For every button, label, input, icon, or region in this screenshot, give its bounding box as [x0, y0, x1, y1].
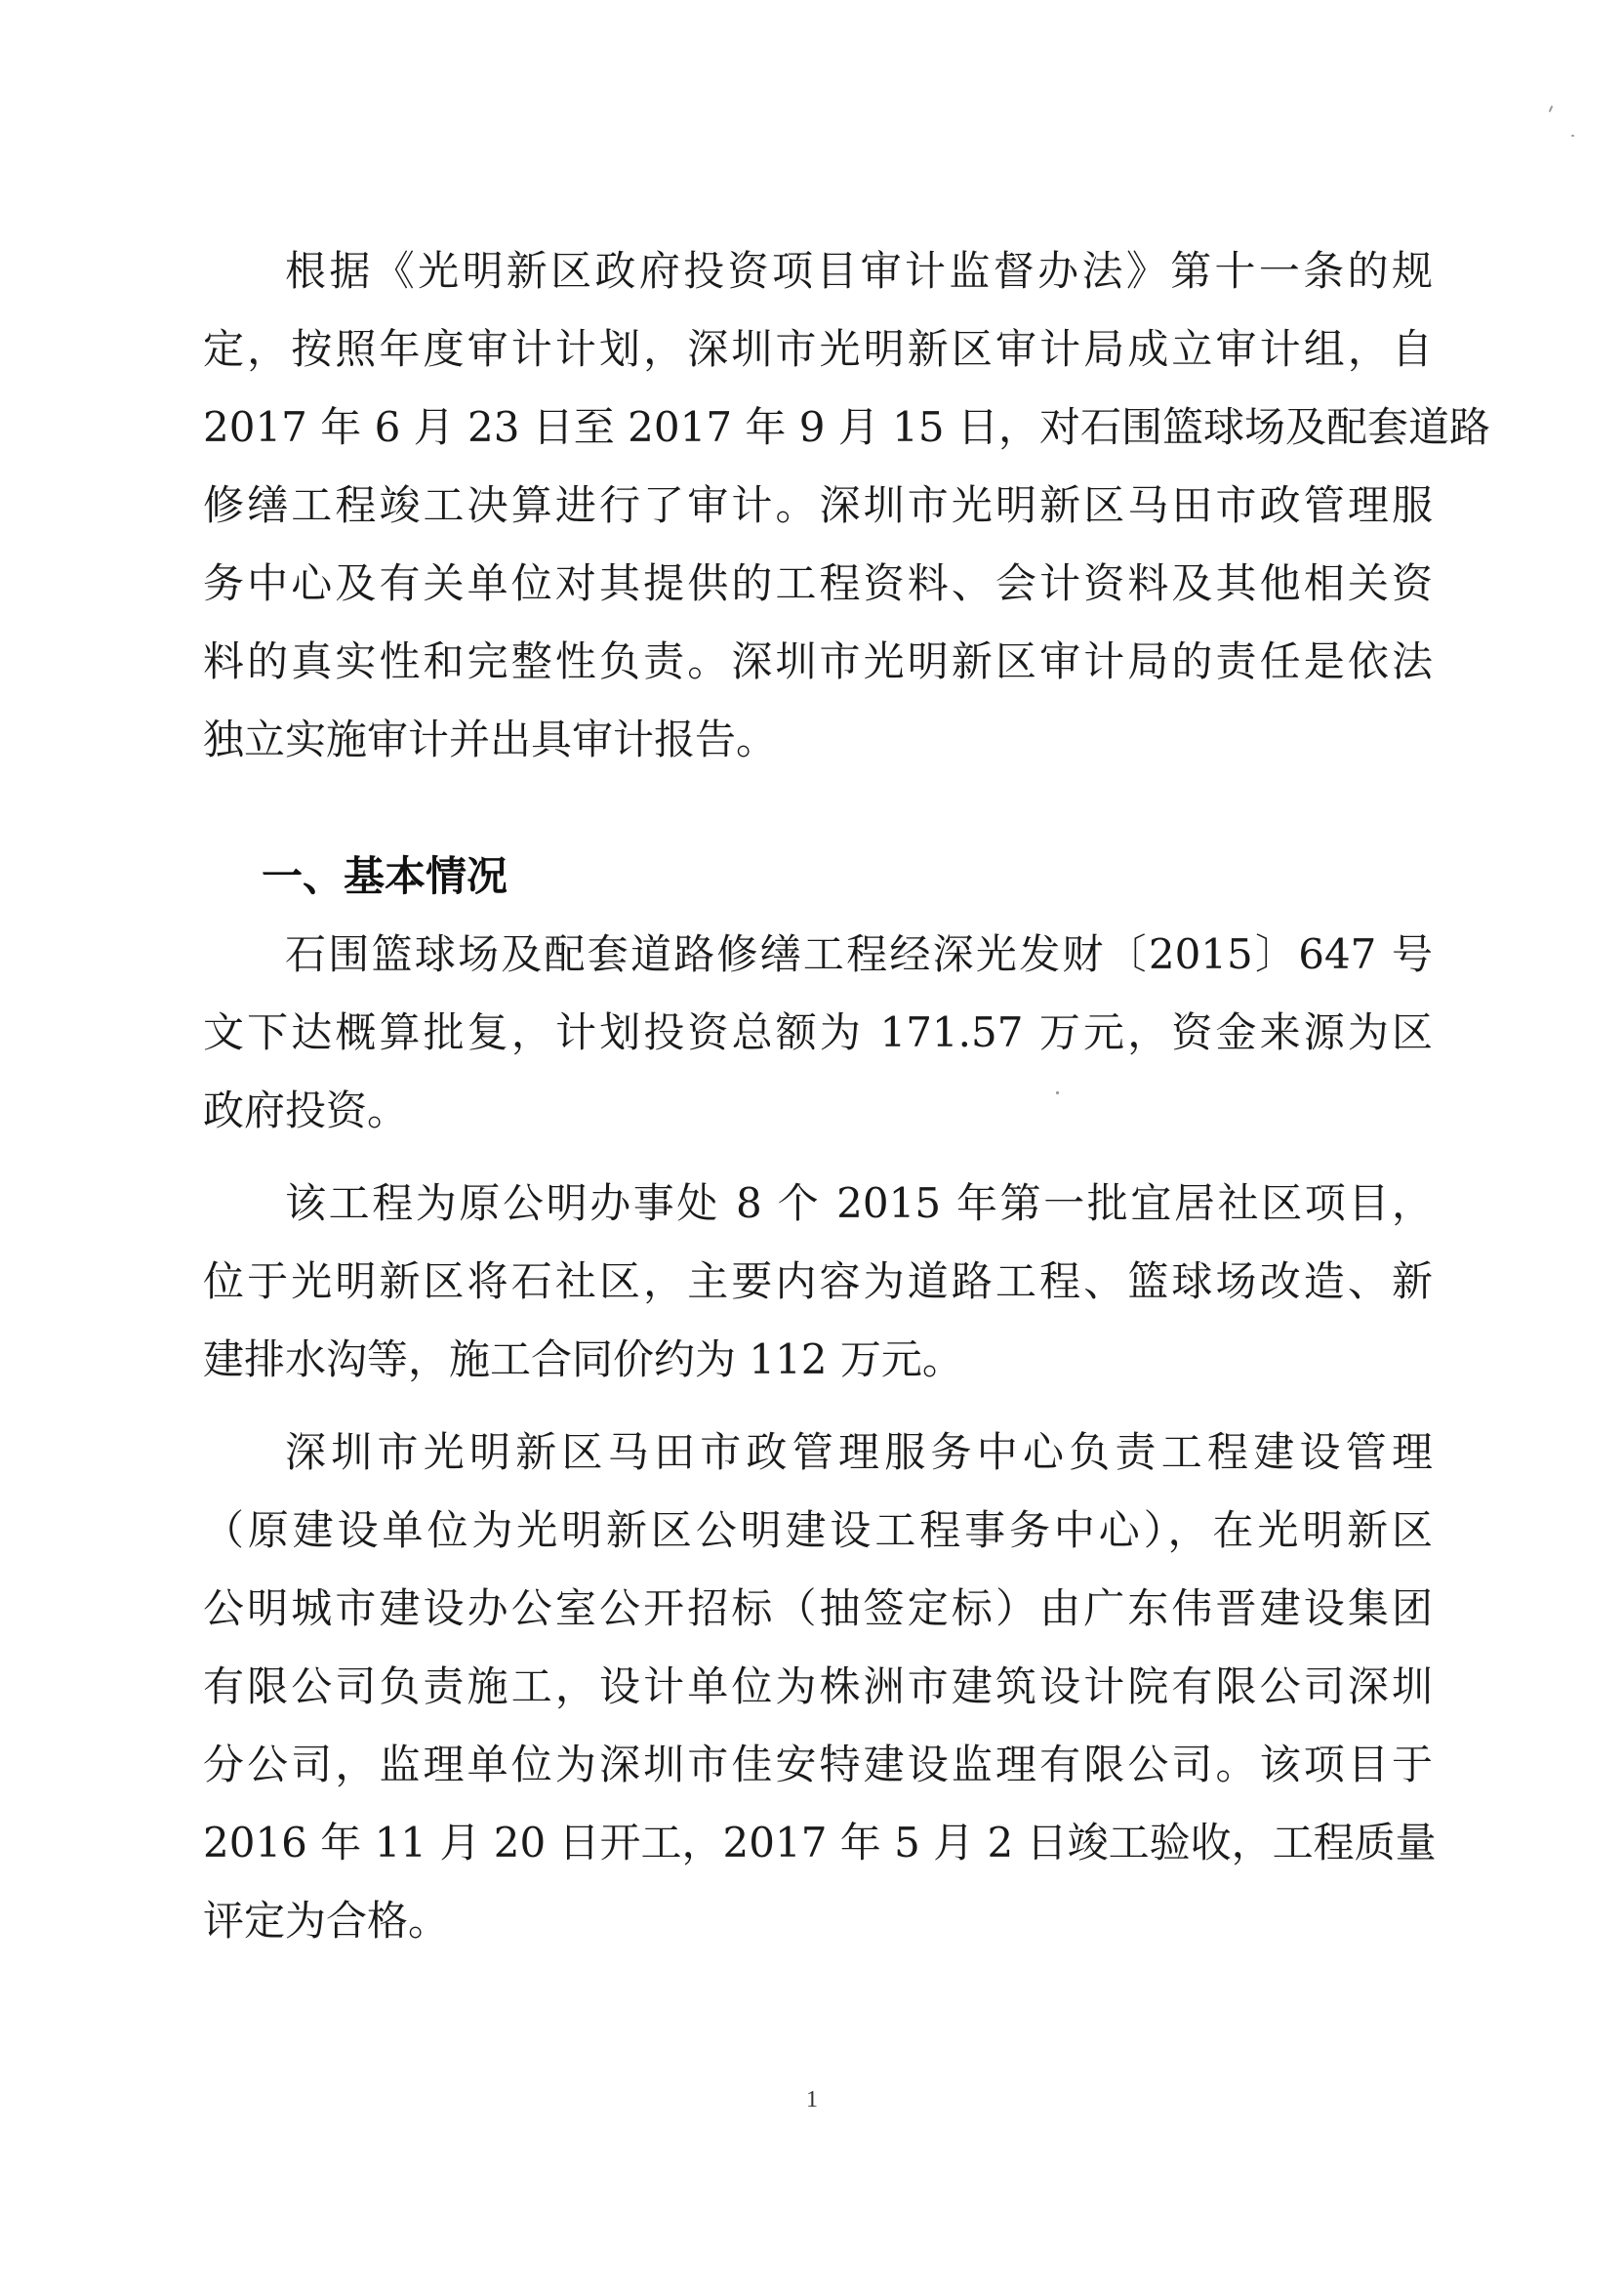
paragraph-4-line-1: 深圳市光明新区马田市政管理服务中心负责工程建设管理: [285, 1428, 1433, 1476]
paragraph-2-line-1: 石围篮球场及配套道路修缮工程经深光发财〔2015〕647 号: [285, 930, 1433, 978]
paragraph-1-line-7: 独立实施审计并出具审计报告。: [203, 716, 778, 763]
scan-speck: [1571, 135, 1574, 137]
paragraph-1-line-2: 定，按照年度审计计划，深圳市光明新区审计局成立审计组，自: [203, 325, 1433, 373]
paragraph-1-line-1: 根据《光明新区政府投资项目审计监督办法》第十一条的规: [285, 247, 1433, 295]
page-number: 1: [806, 2087, 818, 2112]
paragraph-1-line-3: 2017 年 6 月 23 日至 2017 年 9 月 15 日，对石围篮球场及配套道路: [203, 403, 1490, 451]
paragraph-4-line-5: 分公司，监理单位为深圳市佳安特建设监理有限公司。该项目于: [203, 1741, 1433, 1788]
paragraph-3-line-1: 该工程为原公明办事处 8 个 2015 年第一批宜居社区项目，: [285, 1179, 1433, 1227]
section-heading-basic-info: 一、基本情况: [262, 852, 508, 900]
paragraph-2-line-3: 政府投资。: [203, 1086, 409, 1134]
paragraph-4-line-6: 2016 年 11 月 20 日开工，2017 年 5 月 2 日竣工验收，工程质量: [203, 1819, 1437, 1866]
scan-speck: [1549, 105, 1554, 112]
paragraph-3-line-2: 位于光明新区将石社区，主要内容为道路工程、篮球场改造、新: [203, 1257, 1433, 1305]
scan-speck: [1056, 1091, 1059, 1094]
paragraph-1-line-4: 修缮工程竣工决算进行了审计。深圳市光明新区马田市政管理服: [203, 481, 1433, 529]
paragraph-2-line-2: 文下达概算批复，计划投资总额为 171.57 万元，资金来源为区: [203, 1008, 1433, 1056]
paragraph-1-line-6: 料的真实性和完整性负责。深圳市光明新区审计局的责任是依法: [203, 637, 1433, 685]
paragraph-1-line-5: 务中心及有关单位对其提供的工程资料、会计资料及其他相关资: [203, 559, 1433, 607]
paragraph-3-line-3: 建排水沟等，施工合同价约为 112 万元。: [203, 1335, 963, 1383]
paragraph-4-line-3: 公明城市建设办公室公开招标（抽签定标）由广东伟晋建设集团: [203, 1584, 1433, 1632]
paragraph-4-line-4: 有限公司负责施工，设计单位为株洲市建筑设计院有限公司深圳: [203, 1662, 1433, 1710]
paragraph-4-line-2: （原建设单位为光明新区公明建设工程事务中心），在光明新区: [203, 1506, 1433, 1554]
paragraph-4-line-7: 评定为合格。: [203, 1897, 450, 1945]
